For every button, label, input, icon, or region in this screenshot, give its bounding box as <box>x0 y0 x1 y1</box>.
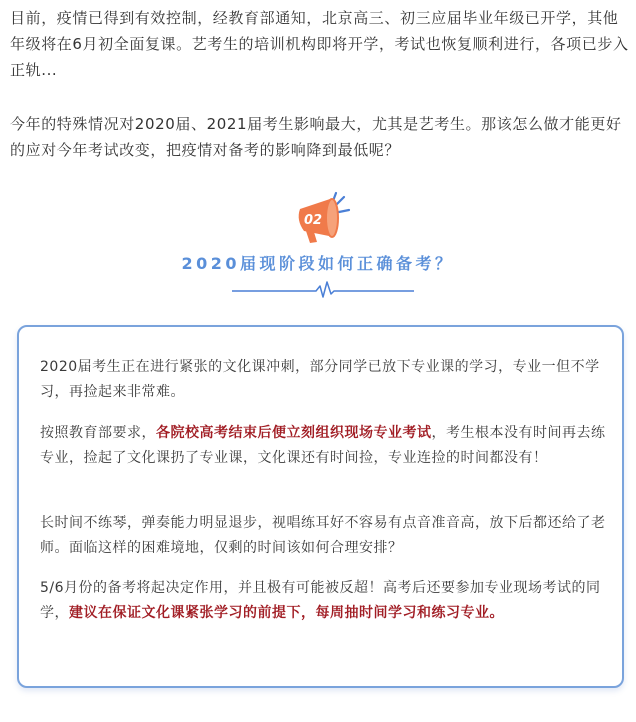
intro-paragraph-1: 目前，疫情已得到有效控制，经教育部通知，北京高三、初三应届毕业年级已开学，其他年级将在6月初全面复课。艺考生的培训机构即将开学，考试也恢复顺利进行，各项已步入正轨... <box>10 9 629 79</box>
section-heading: 2020届现阶段如何正确备考？ <box>181 254 455 273</box>
card-paragraph-2-highlight: 各院校高考结束后便立刻组织现场专业考试 <box>156 425 432 441</box>
card-paragraph-3: 长时间不练琴，弹奏能力明显退步，视唱练耳好不容易有点音准音高，放下后都还给了老师。面临这样的困难境地，仅剩的时间该如何合理安排？ <box>40 515 606 556</box>
card-paragraph-4-highlight: 建议在保证文化课紧张学习的前提下，每周抽时间学习和练习专业。 <box>69 605 504 621</box>
card-paragraph-4-lead: 5/6月份的备考将起决定作用，并且极有可能被反超！高考后还要参加专业现场考试的同学， <box>40 580 601 621</box>
card-paragraph-2-tail: ，考生根本没有时间再去练专业，捡起了文化课扔了专业课，文化课还有时间捡，专业连捡的时间都没有！ <box>40 425 606 466</box>
card-paragraph-2-lead: 按照教育部要求， <box>40 425 156 441</box>
badge-number: 02 <box>303 213 323 228</box>
card-paragraph-1: 2020届考生正在进行紧张的文化课冲刺，部分同学已放下专业课的学习，专业一但不学习，再捡起来非常难。 <box>40 359 600 400</box>
heartbeat-wave-icon <box>232 281 414 299</box>
card-paragraph-4 <box>40 576 614 626</box>
card-paragraph-2 <box>40 421 614 471</box>
megaphone-icon <box>292 191 354 247</box>
intro-paragraph-2: 今年的特殊情况对2020届、2021届考生影响最大，尤其是艺考生。那该怎么做才能更好的应对今年考试改变，把疫情对备考的影响降到最低呢？ <box>10 115 622 159</box>
